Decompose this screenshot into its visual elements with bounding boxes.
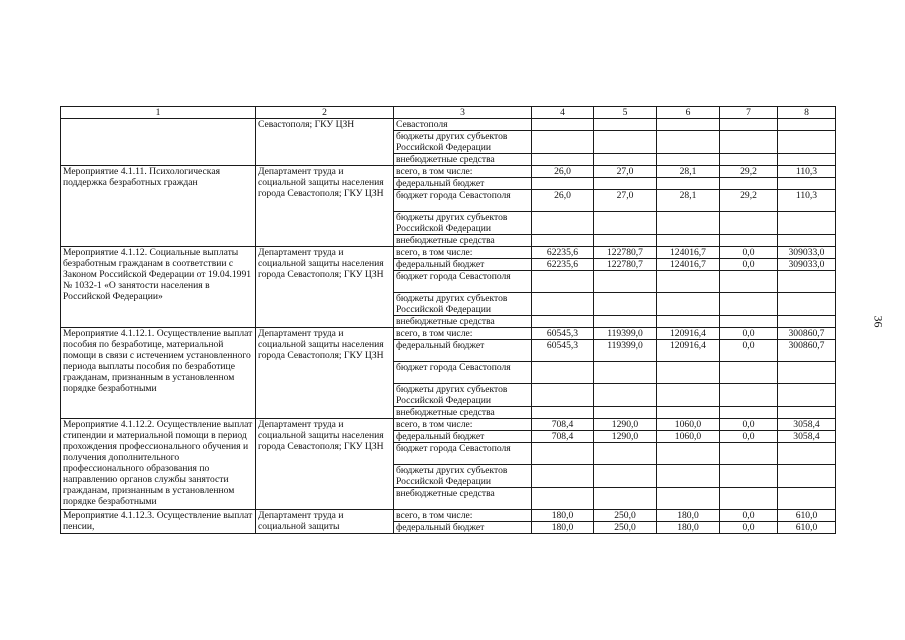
value-cell-6: 124016,7	[657, 259, 720, 271]
value-cell-7: 0,0	[720, 510, 778, 522]
value-cell-5	[594, 407, 657, 419]
value-cell-4: 26,0	[532, 166, 594, 178]
value-cell-5	[594, 443, 657, 465]
value-cell-4	[532, 316, 594, 328]
value-cell-7: 0,0	[720, 328, 778, 340]
funding-source-cell: федеральный бюджет	[394, 522, 532, 534]
table-row	[61, 166, 836, 178]
executor-cell: Департамент труда и социальной защиты населения города Севастополя; ГКУ ЦЗН	[256, 328, 394, 419]
value-cell-6: 1060,0	[657, 419, 720, 431]
header-col-7: 7	[720, 107, 778, 119]
value-cell-8	[778, 293, 836, 316]
value-cell-7	[720, 316, 778, 328]
funding-source-cell: всего, в том числе:	[394, 328, 532, 340]
value-cell-5	[594, 488, 657, 510]
funding-source-cell: бюджет города Севастополя	[394, 190, 532, 212]
executor-cell: Севастополя; ГКУ ЦЗН	[256, 119, 394, 166]
value-cell-4: 60545,3	[532, 328, 594, 340]
value-cell-4	[532, 131, 594, 154]
value-cell-5	[594, 293, 657, 316]
event-cell: Мероприятие 4.1.12.2. Осуществление выплат стипендии и материальной помощи в период прохождения профессионального обучения и получения дополнительного профессионального образования по направлению органов службы занятости гражданам, признанным в установленном порядке безработными	[61, 419, 256, 510]
event-cell: Мероприятие 4.1.11. Психологическая поддержка безработных граждан	[61, 166, 256, 247]
value-cell-8: 610,0	[778, 510, 836, 522]
value-cell-8: 309033,0	[778, 247, 836, 259]
value-cell-6	[657, 407, 720, 419]
header-col-5: 5	[594, 107, 657, 119]
value-cell-6	[657, 362, 720, 384]
value-cell-7: 29,2	[720, 166, 778, 178]
funding-source-cell: бюджеты других субъектов Российской Федерации	[394, 465, 532, 488]
value-cell-4	[532, 488, 594, 510]
value-cell-6	[657, 235, 720, 247]
executor-cell: Департамент труда и социальной защиты населения города Севастополя; ГКУ ЦЗН	[256, 166, 394, 247]
value-cell-4: 708,4	[532, 431, 594, 443]
value-cell-7: 0,0	[720, 431, 778, 443]
value-cell-6	[657, 154, 720, 166]
funding-source-cell: бюджеты других субъектов Российской Федерации	[394, 384, 532, 407]
table-row	[61, 419, 836, 431]
funding-source-cell: федеральный бюджет	[394, 259, 532, 271]
value-cell-5	[594, 131, 657, 154]
value-cell-8	[778, 271, 836, 293]
value-cell-6	[657, 465, 720, 488]
value-cell-6	[657, 119, 720, 131]
page-number: 36	[871, 315, 886, 328]
value-cell-5	[594, 154, 657, 166]
event-cell: Мероприятие 4.1.12.1. Осуществление выплат пособия по безработице, материальной помощи в связи с истечением установленного периода выплаты пособия по безработице гражданам, признанным в установленном порядке безработными	[61, 328, 256, 419]
value-cell-8	[778, 235, 836, 247]
value-cell-5	[594, 212, 657, 235]
value-cell-8: 610,0	[778, 522, 836, 534]
value-cell-7	[720, 293, 778, 316]
value-cell-8: 300860,7	[778, 340, 836, 362]
funding-source-cell: бюджет города Севастополя	[394, 271, 532, 293]
value-cell-7	[720, 271, 778, 293]
value-cell-8: 110,3	[778, 190, 836, 212]
table-row	[61, 119, 836, 131]
value-cell-5	[594, 119, 657, 131]
value-cell-4	[532, 212, 594, 235]
value-cell-7	[720, 407, 778, 419]
value-cell-7	[720, 178, 778, 190]
funding-source-cell: всего, в том числе:	[394, 510, 532, 522]
executor-cell: Департамент труда и социальной защиты населения города Севастополя; ГКУ ЦЗН	[256, 419, 394, 510]
value-cell-4	[532, 407, 594, 419]
value-cell-5: 1290,0	[594, 419, 657, 431]
value-cell-5	[594, 362, 657, 384]
value-cell-4: 26,0	[532, 190, 594, 212]
funding-source-cell: бюджет города Севастополя	[394, 362, 532, 384]
value-cell-6	[657, 488, 720, 510]
header-row	[61, 107, 836, 119]
table-row	[61, 328, 836, 340]
value-cell-6: 28,1	[657, 166, 720, 178]
value-cell-4	[532, 362, 594, 384]
value-cell-8: 309033,0	[778, 259, 836, 271]
value-cell-4: 180,0	[532, 522, 594, 534]
value-cell-8	[778, 119, 836, 131]
value-cell-5: 250,0	[594, 522, 657, 534]
value-cell-6	[657, 293, 720, 316]
value-cell-6	[657, 178, 720, 190]
header-col-1: 1	[61, 107, 256, 119]
funding-source-cell: всего, в том числе:	[394, 419, 532, 431]
value-cell-4: 62235,6	[532, 247, 594, 259]
value-cell-6	[657, 271, 720, 293]
value-cell-8	[778, 384, 836, 407]
value-cell-4: 708,4	[532, 419, 594, 431]
funding-source-cell: внебюджетные средства	[394, 154, 532, 166]
funding-source-cell: федеральный бюджет	[394, 178, 532, 190]
value-cell-5: 27,0	[594, 190, 657, 212]
value-cell-8	[778, 212, 836, 235]
value-cell-8: 3058,4	[778, 431, 836, 443]
header-col-8: 8	[778, 107, 836, 119]
value-cell-8	[778, 316, 836, 328]
event-cell: Мероприятие 4.1.12.3. Осуществление выплат пенсии,	[61, 510, 256, 534]
value-cell-7	[720, 384, 778, 407]
table-row	[61, 510, 836, 522]
value-cell-7	[720, 212, 778, 235]
value-cell-7	[720, 443, 778, 465]
funding-source-cell: Севастополя	[394, 119, 532, 131]
value-cell-5	[594, 178, 657, 190]
value-cell-7	[720, 235, 778, 247]
value-cell-7: 0,0	[720, 340, 778, 362]
value-cell-4	[532, 154, 594, 166]
funding-source-cell: всего, в том числе:	[394, 247, 532, 259]
value-cell-4	[532, 178, 594, 190]
value-cell-4	[532, 465, 594, 488]
header-col-2: 2	[256, 107, 394, 119]
funding-source-cell: внебюджетные средства	[394, 235, 532, 247]
value-cell-8	[778, 443, 836, 465]
value-cell-7	[720, 131, 778, 154]
value-cell-6	[657, 384, 720, 407]
value-cell-4	[532, 119, 594, 131]
value-cell-5: 122780,7	[594, 259, 657, 271]
value-cell-7: 0,0	[720, 522, 778, 534]
value-cell-6: 1060,0	[657, 431, 720, 443]
value-cell-6: 124016,7	[657, 247, 720, 259]
value-cell-6	[657, 131, 720, 154]
funding-source-cell: бюджет города Севастополя	[394, 443, 532, 465]
value-cell-5: 119399,0	[594, 340, 657, 362]
value-cell-5	[594, 465, 657, 488]
executor-cell: Департамент труда и социальной защиты	[256, 510, 394, 534]
value-cell-6: 180,0	[657, 522, 720, 534]
value-cell-5	[594, 235, 657, 247]
value-cell-7	[720, 154, 778, 166]
header-col-4: 4	[532, 107, 594, 119]
header-col-3: 3	[394, 107, 532, 119]
value-cell-7: 0,0	[720, 259, 778, 271]
value-cell-8	[778, 131, 836, 154]
value-cell-6: 28,1	[657, 190, 720, 212]
table-row	[61, 247, 836, 259]
value-cell-5: 122780,7	[594, 247, 657, 259]
executor-cell: Департамент труда и социальной защиты населения города Севастополя; ГКУ ЦЗН	[256, 247, 394, 328]
value-cell-4: 60545,3	[532, 340, 594, 362]
value-cell-8	[778, 362, 836, 384]
value-cell-5: 27,0	[594, 166, 657, 178]
value-cell-4	[532, 293, 594, 316]
funding-source-cell: всего, в том числе:	[394, 166, 532, 178]
value-cell-6	[657, 316, 720, 328]
funding-source-cell: бюджеты других субъектов Российской Федерации	[394, 293, 532, 316]
value-cell-5: 1290,0	[594, 431, 657, 443]
value-cell-8	[778, 407, 836, 419]
value-cell-5	[594, 384, 657, 407]
value-cell-8	[778, 154, 836, 166]
funding-source-cell: внебюджетные средства	[394, 488, 532, 510]
value-cell-8: 110,3	[778, 166, 836, 178]
funding-source-cell: бюджеты других субъектов Российской Федерации	[394, 212, 532, 235]
value-cell-4	[532, 271, 594, 293]
value-cell-8	[778, 465, 836, 488]
event-cell: Мероприятие 4.1.12. Социальные выплаты безработным гражданам в соответствии с Законом Российской Федерации от 19.04.1991 № 1032-1 «О занятости населения в Российской Федерации»	[61, 247, 256, 328]
budget-table	[60, 106, 836, 534]
value-cell-7	[720, 119, 778, 131]
value-cell-7	[720, 465, 778, 488]
value-cell-7	[720, 362, 778, 384]
value-cell-6: 120916,4	[657, 340, 720, 362]
event-cell	[61, 119, 256, 166]
funding-source-cell: бюджеты других субъектов Российской Федерации	[394, 131, 532, 154]
value-cell-5	[594, 316, 657, 328]
value-cell-6: 180,0	[657, 510, 720, 522]
value-cell-4: 180,0	[532, 510, 594, 522]
value-cell-8: 3058,4	[778, 419, 836, 431]
funding-source-cell: внебюджетные средства	[394, 407, 532, 419]
funding-source-cell: федеральный бюджет	[394, 340, 532, 362]
value-cell-5: 119399,0	[594, 328, 657, 340]
value-cell-8: 300860,7	[778, 328, 836, 340]
value-cell-8	[778, 178, 836, 190]
value-cell-7: 0,0	[720, 247, 778, 259]
value-cell-6: 120916,4	[657, 328, 720, 340]
funding-source-cell: федеральный бюджет	[394, 431, 532, 443]
header-col-6: 6	[657, 107, 720, 119]
value-cell-7	[720, 488, 778, 510]
value-cell-5	[594, 271, 657, 293]
value-cell-4: 62235,6	[532, 259, 594, 271]
value-cell-4	[532, 235, 594, 247]
value-cell-7: 29,2	[720, 190, 778, 212]
value-cell-4	[532, 384, 594, 407]
value-cell-8	[778, 488, 836, 510]
value-cell-5: 250,0	[594, 510, 657, 522]
value-cell-6	[657, 212, 720, 235]
value-cell-6	[657, 443, 720, 465]
value-cell-4	[532, 443, 594, 465]
funding-source-cell: внебюджетные средства	[394, 316, 532, 328]
value-cell-7: 0,0	[720, 419, 778, 431]
